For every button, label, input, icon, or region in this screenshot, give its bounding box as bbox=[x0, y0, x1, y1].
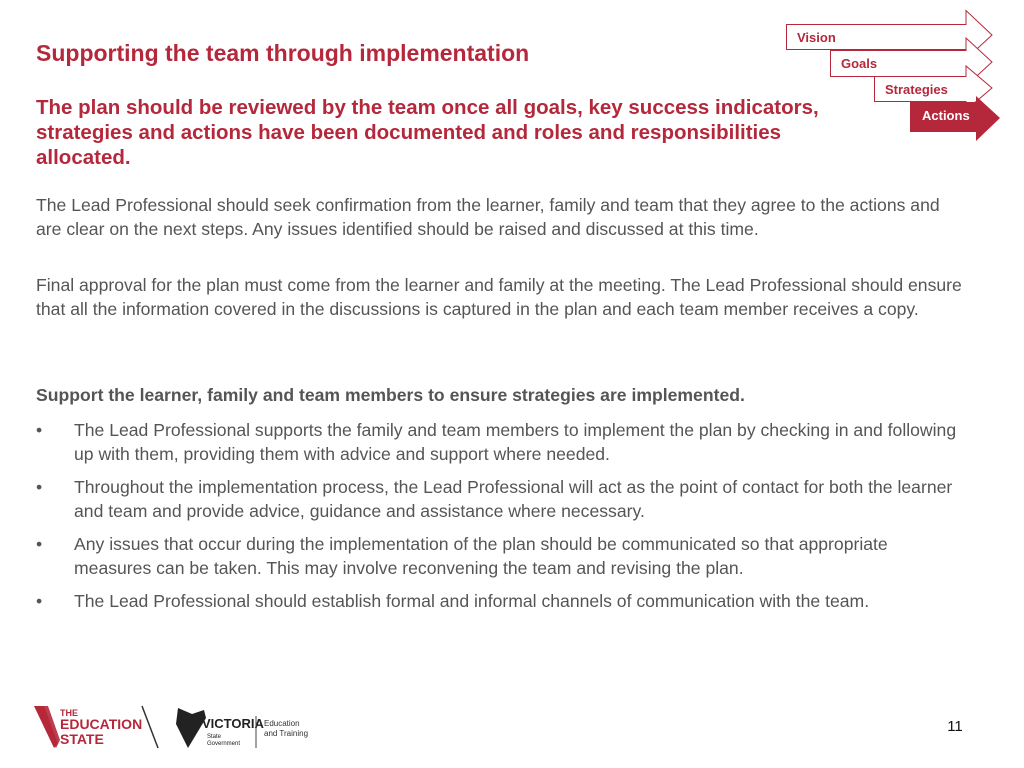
step-goals-label: Goals bbox=[841, 56, 878, 71]
list-item bbox=[36, 418, 966, 466]
step-strategies-label: Strategies bbox=[885, 82, 948, 97]
logo-dept-line1: Education bbox=[264, 719, 300, 728]
logo-victoria: VICTORIA bbox=[202, 716, 264, 731]
list-item bbox=[36, 589, 966, 613]
list-item-text: The Lead Professional should establish formal and informal channels of communication with the team. bbox=[74, 591, 870, 611]
page-title: Supporting the team through implementation bbox=[36, 40, 530, 66]
education-state-logo bbox=[34, 704, 334, 754]
bullet-icon: • bbox=[36, 420, 43, 440]
list-item bbox=[36, 532, 966, 580]
logo-education: EDUCATION bbox=[60, 716, 143, 732]
step-vision bbox=[786, 10, 996, 50]
list-item bbox=[36, 475, 966, 523]
logo-state: STATE bbox=[60, 731, 104, 747]
section-heading: Support the learner, family and team members to ensure strategies are implemented. bbox=[36, 385, 745, 405]
list-item-text: Any issues that occur during the implementation of the plan should be communicated so that appropriate measures can be taken. This may involve reconvening the team and revising the plan. bbox=[74, 534, 888, 578]
bullet-list bbox=[36, 418, 966, 622]
logo-dept-line2: and Training bbox=[264, 729, 309, 738]
page-number: 11 bbox=[947, 718, 963, 735]
logo-the: THE bbox=[60, 708, 78, 718]
step-actions-label: Actions bbox=[922, 108, 970, 123]
paragraph-final-approval: Final approval for the plan must come from the learner and family at the meeting. The Lead Professional should ensure that all the information covered in the discussions is captured in the plan and each team member receives a copy. bbox=[36, 275, 962, 319]
logo-state-word: State bbox=[207, 734, 222, 740]
subtitle: The plan should be reviewed by the team once all goals, key success indicators, strategies and actions have been documented and roles and responsibilities allocated. bbox=[36, 96, 819, 169]
footer-logos bbox=[34, 704, 334, 754]
bullet-icon: • bbox=[36, 477, 43, 497]
list-item-text: Throughout the implementation process, the Lead Professional will act as the point of contact for both the learner and team and provide advice, guidance and assistance where necessary. bbox=[74, 477, 953, 521]
list-item-text: The Lead Professional supports the family and team members to implement the plan by checking in and following up with them, providing them with advice and support where needed. bbox=[74, 420, 957, 464]
step-actions-active bbox=[910, 96, 1002, 142]
logo-government-word: Government bbox=[207, 741, 241, 747]
step-vision-label: Vision bbox=[797, 30, 836, 45]
paragraph-confirmation: The Lead Professional should seek confirmation from the learner, family and team that they agree to the actions and are clear on the next steps. Any issues identified should be raised and discussed at this time. bbox=[36, 195, 940, 239]
bullet-icon: • bbox=[36, 534, 43, 554]
bullet-icon: • bbox=[36, 591, 43, 611]
